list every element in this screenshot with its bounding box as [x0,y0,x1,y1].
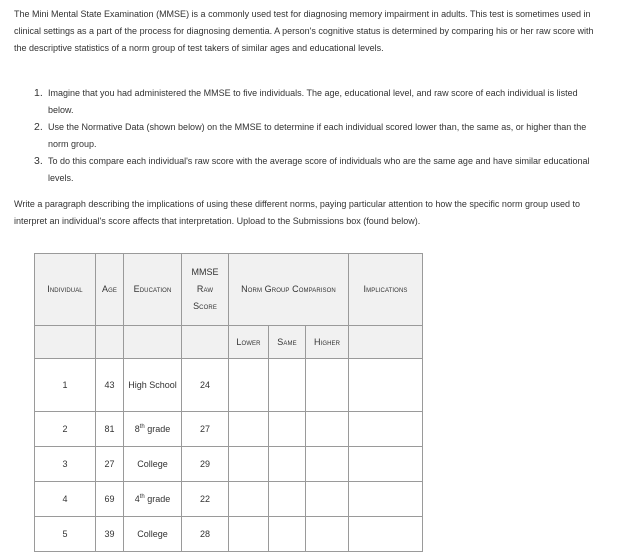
table-subheader-row [35,326,423,359]
cell-lower [229,359,269,412]
cell-age: 69 [96,482,124,517]
list-item [34,153,604,187]
cell-implications [349,359,423,412]
cell-implications [349,517,423,552]
cell-lower [229,447,269,482]
cell-individual: 5 [35,517,96,552]
step-number: 2. [34,121,43,133]
education-suffix: grade [144,423,171,434]
cell-score: 28 [182,517,229,552]
header-mmse-line2: Raw [196,284,214,294]
header-mmse-line1: MMSE [191,267,219,277]
cell-implications [349,412,423,447]
cell-higher [306,517,349,552]
cell-education [124,412,182,447]
cell-score: 27 [182,412,229,447]
subheader-same: Same [269,326,306,359]
cell-individual: 1 [35,359,96,412]
header-education: Education [124,254,182,326]
cell-education [124,517,182,552]
header-mmse-line3: Score [193,301,217,311]
list-item [34,119,604,153]
cell-same [269,482,306,517]
education-superscript: th [139,423,145,430]
empty-cell [124,326,182,359]
header-age: Age [96,254,124,326]
cell-age: 43 [96,359,124,412]
cell-individual: 3 [35,447,96,482]
header-norm-group: Norm Group Comparison [229,254,349,326]
mmse-table [34,253,423,552]
education-text: 4 [134,493,140,504]
cell-higher [306,482,349,517]
education-superscript: th [139,493,145,500]
cell-score: 22 [182,482,229,517]
cell-implications [349,447,423,482]
education-text: College [137,528,168,539]
cell-lower [229,482,269,517]
table-row [35,447,423,482]
subheader-lower: Lower [229,326,269,359]
cell-lower [229,517,269,552]
cell-score: 24 [182,359,229,412]
cell-same [269,412,306,447]
cell-individual: 2 [35,412,96,447]
step-number: 1. [34,87,43,99]
cell-age: 27 [96,447,124,482]
list-item [34,85,604,119]
step-number: 3. [34,155,43,167]
cell-education [124,359,182,412]
empty-cell [182,326,229,359]
step-text: Imagine that you had administered the MMSE to five individuals. The age, educational level, and raw score of each individual is listed below. [48,88,578,115]
cell-higher [306,412,349,447]
education-text: 8 [134,423,140,434]
step-text: Use the Normative Data (shown below) on the MMSE to determine if each individual scored lower than, the same as, or higher than the norm group. [48,122,587,149]
cell-education [124,482,182,517]
cell-higher [306,447,349,482]
header-individual: Individual [35,254,96,326]
table-row [35,517,423,552]
instructions-list [34,85,604,187]
header-implications: Implications [349,254,423,326]
education-text: High School [128,379,177,390]
education-suffix: grade [144,493,171,504]
intro-paragraph: The Mini Mental State Examination (MMSE) is a commonly used test for diagnosing memory impairment in adults. This test is sometimes used in clinical settings as a part of the process for diagnosing dementia. A person's cognitive status is determined by comparing his or her raw score with the descriptive statistics of a norm group of test takers of similar ages and educational levels. [14,9,594,53]
cell-lower [229,412,269,447]
education-text: College [137,458,168,469]
empty-cell [35,326,96,359]
cell-same [269,517,306,552]
task-paragraph: Write a paragraph describing the implications of using these different norms, paying particular attention to how the specific norm group used to interpret an individual's score affects that interpretation. Upload to the Submissions box (found below). [14,199,580,226]
cell-implications [349,482,423,517]
cell-score: 29 [182,447,229,482]
cell-age: 39 [96,517,124,552]
header-mmse [182,254,229,326]
subheader-higher: Higher [306,326,349,359]
cell-education [124,447,182,482]
cell-same [269,447,306,482]
cell-same [269,359,306,412]
table-row [35,482,423,517]
empty-cell [349,326,423,359]
table-header-row [35,254,423,326]
table-row [35,412,423,447]
step-text: To do this compare each individual's raw score with the average score of individuals who are the same age and have similar educational levels. [48,156,590,183]
cell-age: 81 [96,412,124,447]
cell-higher [306,359,349,412]
empty-cell [96,326,124,359]
table-row [35,359,423,412]
cell-individual: 4 [35,482,96,517]
